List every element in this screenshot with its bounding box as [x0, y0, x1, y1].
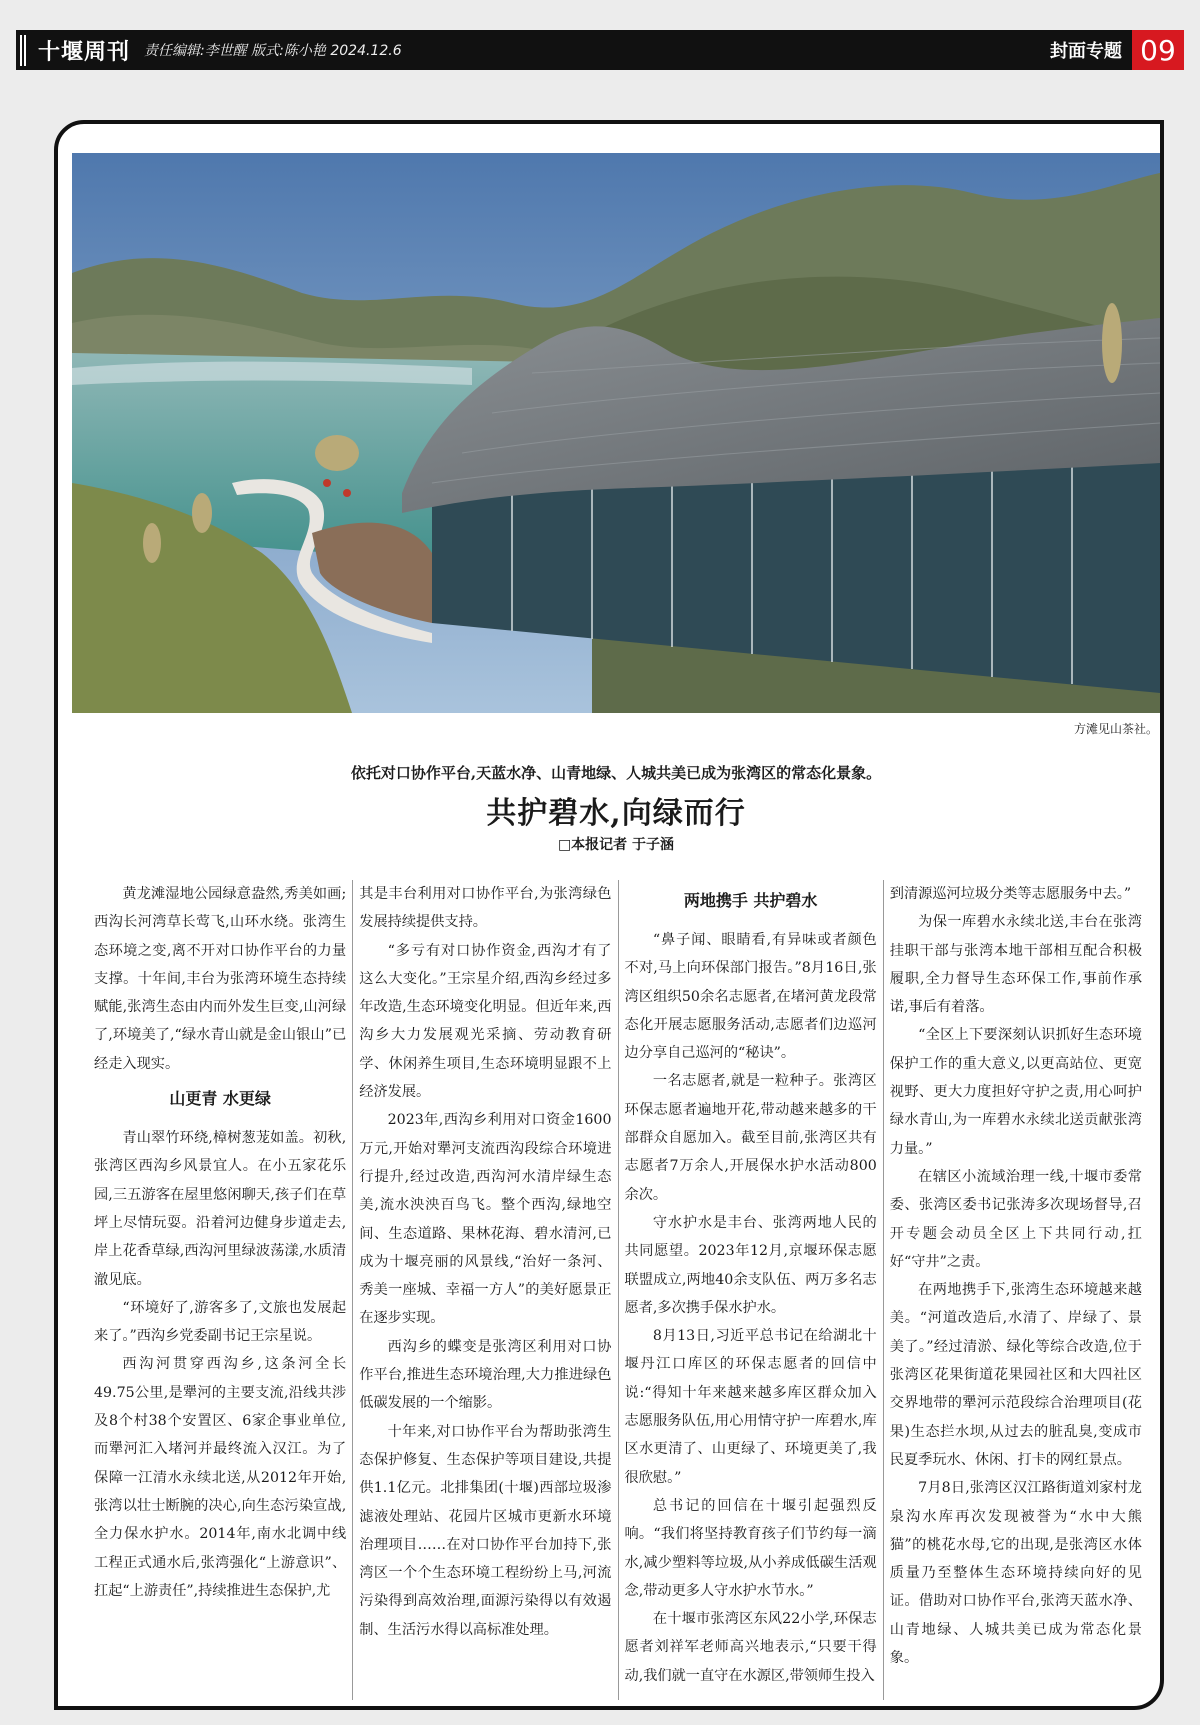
teahouse-landscape-illustration	[72, 153, 1160, 713]
page-number: 09	[1132, 30, 1184, 70]
masthead	[16, 30, 1184, 70]
paragraph: 十年来,对口协作平台为帮助张湾生态保护修复、生态保护等项目建设,共提供1.1亿元。北排集团(十堰)西部垃圾渗滤液处理站、花园片区城市更新水环境治理项目……在对口协作平台加持下,张湾区一个个生态环境工程纷纷上马,河流污染得到高效治理,面源污染得以有效遏制、生活污水得以高标准处理。	[359, 1423, 612, 1638]
editor-credits: 责任编辑:李世醒 版式:陈小艳 2024.12.6	[144, 43, 402, 59]
section-heading: 山更青 水更绿	[169, 1089, 271, 1109]
paragraph: 8月13日,习近平总书记在给湖北十堰丹江口库区的环保志愿者的回信中说:“得知十年来越来越多库区群众加入志愿服务队伍,用心用情守护一库碧水,库区水更清了、山更绿了、环境更美了,我很欣慰。”	[624, 1328, 877, 1486]
paragraph: 7月8日,张湾区汉江路街道刘家村龙泉沟水库再次发现被誉为“水中大熊猫”的桃花水母,它的出现,是张湾区水体质量乃至整体生态环境持续向好的见证。借助对口协作平台,张湾天蓝水净、山青地绿、人城共美已成为常态化景象。	[889, 1480, 1142, 1667]
paragraph: 西沟河贯穿西沟乡,这条河全长49.75公里,是犟河的主要支流,沿线共涉及8个村38个安置区、6家企事业单位,而犟河汇入堵河并最终流入汉江。为了保障一江清水永续北送,从2012年开始,张湾以壮士断腕的决心,向生态污染宣战,全力保水护水。2014年,南水北调中线工程正式通水后,张湾强化“上游意识”、扛起“上游责任”,持续推进生态保护,尤	[94, 1356, 347, 1599]
column-4	[883, 880, 1148, 1700]
paragraph: 在十堰市张湾区东风22小学,环保志愿者刘祥军老师高兴地表示,“只要干得动,我们就一直守在水源区,带领师生投入	[624, 1611, 877, 1684]
paragraph: 为保一库碧水永续北送,丰台在张湾挂职干部与张湾本地干部相互配合积极履职,全力督导生态环保工作,事前作承诺,事后有着落。	[889, 914, 1142, 1016]
paragraph: 在两地携手下,张湾生态环境越来越美。“河道改造后,水清了、岸绿了、景美了。”经过清淤、绿化等综合改造,位于张湾区花果街道花果园社区和大四社区交界地带的犟河示范段综合治理项目(花果)生态拦水坝,从过去的脏乱臭,变成市民夏季玩水、休闲、打卡的网红景点。	[889, 1282, 1142, 1468]
paragraph: “多亏有对口协作资金,西沟才有了这么大变化。”王宗星介绍,西沟乡经过多年改造,生态环境变化明显。但近年来,西沟乡大力发展观光采摘、劳动教育研学、休闲养生项目,生态环境明显跟不上经济发展。	[359, 942, 612, 1101]
newspaper-title: 十堰周刊	[20, 35, 144, 66]
photo-caption: 方滩见山茶社。	[1073, 722, 1158, 736]
paragraph: 总书记的回信在十堰引起强烈反响。“我们将坚持教育孩子们节约每一滴水,减少塑料等垃圾,从小养成低碳生活观念,带动更多人守水护水节水。”	[624, 1497, 877, 1599]
paragraph: 青山翠竹环绕,樟树葱茏如盖。初秋,张湾区西沟乡风景宜人。在小五家花乐园,三五游客在屋里悠闲聊天,孩子们在草坪上尽情玩耍。沿着河边健身步道走去,岸上花香草绿,西沟河里绿波荡漾,水质清澈见底。	[94, 1130, 347, 1288]
paragraph: 西沟乡的蝶变是张湾区利用对口协作平台,推进生态环境治理,大力推进绿色低碳发展的一个缩影。	[359, 1338, 612, 1412]
article-headline: 共护碧水,向绿而行	[486, 796, 746, 831]
cover-photo	[72, 153, 1160, 713]
paragraph: 一名志愿者,就是一粒种子。张湾区环保志愿者遍地开花,带动越来越多的干部群众自愿加入。截至目前,张湾区共有志愿者7万余人,开展保水护水活动800余次。	[624, 1073, 877, 1203]
paragraph: 2023年,西沟乡利用对口资金1600万元,开始对犟河支流西沟段综合环境进行提升,经过改造,西沟河水清岸绿生态美,流水泱泱百鸟飞。整个西沟,绿地空间、生态道路、果林花海、碧水清河,已成为十堰亮丽的风景线,“治好一条河、秀美一座城、幸福一方人”的美好愿景正在逐步实现。	[359, 1112, 612, 1327]
section-name: 封面专题	[1050, 41, 1122, 62]
article-body	[88, 880, 1148, 1700]
column-3	[618, 880, 883, 1700]
paragraph: 黄龙滩湿地公园绿意盎然,秀美如画;西沟长河湾草长莺飞,山环水绕。张湾生态环境之变,离不开对口协作平台的力量支撑。十年间,丰台为张湾环境生态持续赋能,张湾生态由内而外发生巨变,山河绿了,环境美了,“绿水青山就是金山银山”已经走入现实。	[94, 886, 347, 1072]
paragraph: “环境好了,游客多了,文旅也发展起来了。”西沟乡党委副书记王宗星说。	[94, 1299, 347, 1345]
masthead-right	[1050, 30, 1184, 70]
column-2	[352, 880, 617, 1700]
paragraph: 在辖区小流域治理一线,十堰市委常委、张湾区委书记张涛多次现场督导,召开专题会动员全区上下共同行动,扛好“守井”之责。	[889, 1168, 1142, 1270]
section-heading: 两地携手 共护碧水	[683, 891, 818, 910]
paragraph: 守水护水是丰台、张湾两地人民的共同愿望。2023年12月,京堰环保志愿联盟成立,两地40余支队伍、两万多名志愿者,多次携手保水护水。	[624, 1214, 877, 1316]
paragraph: “全区上下要深刻认识抓好生态环境保护工作的重大意义,以更高站位、更宽视野、更大力度担好守护之责,用心呵护绿水青山,为一库碧水永续北送贡献张湾力量。”	[889, 1027, 1142, 1157]
paragraph: “鼻子闻、眼睛看,有异味或者颜色不对,马上向环保部门报告。”8月16日,张湾区组织50余名志愿者,在堵河黄龙段常态化开展志愿服务活动,志愿者们边巡河边分享自己巡河的“秘诀”。	[624, 932, 877, 1062]
paragraph: 到清源巡河垃圾分类等志愿服务中去。”	[889, 886, 1132, 902]
article-byline: □本报记者 于子涵	[557, 837, 675, 853]
paragraph: 其是丰台利用对口协作平台,为张湾绿色发展持续提供支持。	[359, 886, 612, 931]
article-subtitle: 依托对口协作平台,天蓝水净、山青地绿、人城共美已成为张湾区的常态化景象。	[350, 764, 882, 782]
column-1	[88, 880, 352, 1700]
